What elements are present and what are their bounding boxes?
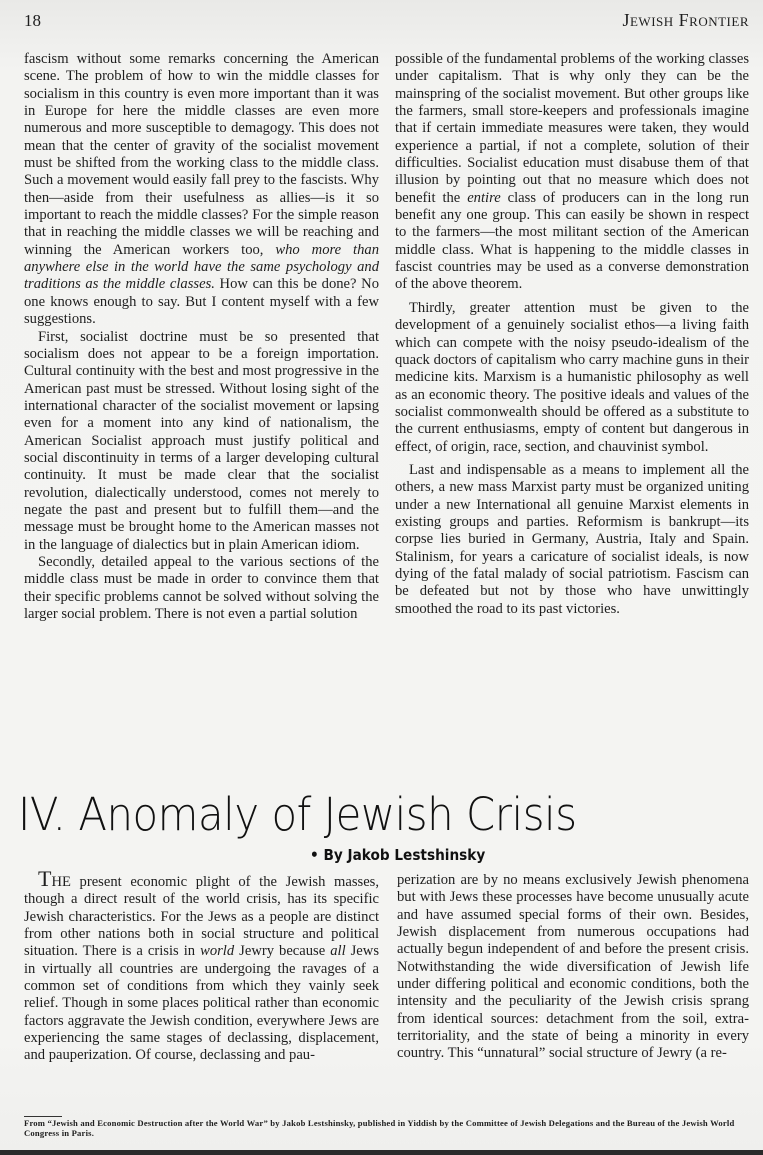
- paragraph: Secondly, detailed appeal to the various sections of the middle class must be made in order to convince them that their specific problems cannot be solved without solving the larger social problem. There is not even a partial solution: [24, 553, 379, 622]
- column-2: [395, 51, 749, 618]
- running-header: [24, 10, 749, 34]
- column-4: [397, 872, 749, 1063]
- paragraph: THE present economic plight of the Jewish masses, though a direct result of the world crisis, has its specific Jewish characteristics. For the Jews as a people are distinct from other nations both in social structure and political situation. There is a crisis in world Jewry because all Jews in virtually all countries are undergoing the ravages of a common set of conditions from which they vainly seek relief. Though in some places political rather than economic factors aggravate the Jewish condition, everywhere Jews are experiencing the same stages of declassing, displacement, and pauperization. Of course, declassing and pau-: [24, 866, 380, 1064]
- article-byline: • By Jakob Lestshinsky: [310, 846, 486, 864]
- footnote-rule: [24, 1116, 62, 1117]
- emphasis: entire: [467, 189, 501, 206]
- column-1: [24, 51, 379, 623]
- column-3: [24, 866, 380, 1065]
- paragraph: Last and indispensable as a means to implement all the others, a new mass Marxist party must be organized uniting under a new International all genuine Marxist elements in existing groups and parties. Reformism is bankrupt—its corpse lies buried in Germany, Austria, Italy and Spain. Stalinism, for years a caricature of socialist ideals, is now dying of the fatal malady of social patriotism. Fascism can be defeated but not by those who have unwittingly smoothed the road to its past victories.: [395, 461, 749, 617]
- drop-cap: T: [38, 866, 52, 891]
- paragraph: perization are by no means exclusively Jewish phenomena but with Jews these processes have become unusually acute and have assumed special forms of their own. Besides, Jewish displacement from numerous occupations had actually begun independent of and before the present crisis. Notwithstanding the wide diversification of Jewish life under differing political and economic conditions, both the intensity and the peculiarity of the Jewish crisis sprang from identical sources: detachment from the soil, extra-territoriality, and the state of being a minority in every country. This “unnatural” social structure of Jewry (a re-: [397, 872, 749, 1062]
- paragraph: First, socialist doctrine must be so presented that socialism does not appear to be a foreign importation. Cultural continuity with the best and most progressive in the American past must be stressed. Without losing sight of the international character of the socialist movement or lapsing even for a moment into any kind of nationalism, the American Socialist approach must justify political and social discontinuity in terms of a larger developing cultural continuity. It must be made clear that the socialist revolution, dialectically understood, comes not merely to negate the past and present but to fulfill them—and the message must be brought home to the American masses not in the language of dialectics but in plain American idiom.: [24, 328, 379, 553]
- paragraph: possible of the fundamental problems of the working classes under capitalism. That is why only they can be the mainspring of the socialist movement. But other groups like the farmers, small store-keepers and professionals imagine that if certain immediate measures were taken, they would experience a partial, if not a complete, solution of their difficulties. Socialist education must disabuse them of that illusion by pointing out that no measure which does not benefit the entire class of producers can in the long run benefit any one group. This can easily be shown in respect to the farmers—the most militant section of the American middle class. What is happening to the middle classes in fascist countries may be used as a converse demonstration of the above theorem.: [395, 51, 749, 293]
- article-title: IV. Anomaly of Jewish Crisis: [18, 788, 577, 841]
- paragraph: fascism without some remarks concerning the American scene. The problem of how to win the middle classes for socialism in this country is even more important than it was in Europe for here the middle classes are even more numerous and more susceptible to demagogy. This does not mean that the center of gravity of the socialist movement must be shifted from the working class to the middle class. Such a movement would easily fall prey to the fascists. Why then—aside from their usefulness as allies—is it so important to reach the middle classes? For the simple reason that in reaching the middle classes we will be reaching and winning the American workers too, who more than anywhere else in the world have the same psychology and traditions as the middle classes. How can this be done? No one knows enough to say. But I content myself with a few suggestions.: [24, 51, 379, 328]
- publication-title: Jewish Frontier: [622, 10, 749, 30]
- paragraph: Thirdly, greater attention must be given to the development of a genuinely socialist ethos—a living faith which can compete with the noisy pseudo-idealism of the quack doctors of capitalism who carry machine guns in their medicine kits. Marxism is a humanistic philosophy as well as an economic theory. The positive ideals and values of the socialist commonwealth should be offered as a substitute to the current enthusiasms, empty of content but dangerous in effect, of origin, race, section, and chauvinist symbol.: [395, 299, 749, 455]
- footnote: From “Jewish and Economic Destruction after the World War” by Jakob Lestshinsky, published in Yiddish by the Committee of Jewish Delegations and the Bureau of the Jewish World Congress in Paris.: [24, 1118, 735, 1138]
- page-number: 18: [24, 11, 41, 30]
- emphasis: who more than anywhere else in the world have the same psychology and traditions as the middle classes.: [24, 241, 379, 293]
